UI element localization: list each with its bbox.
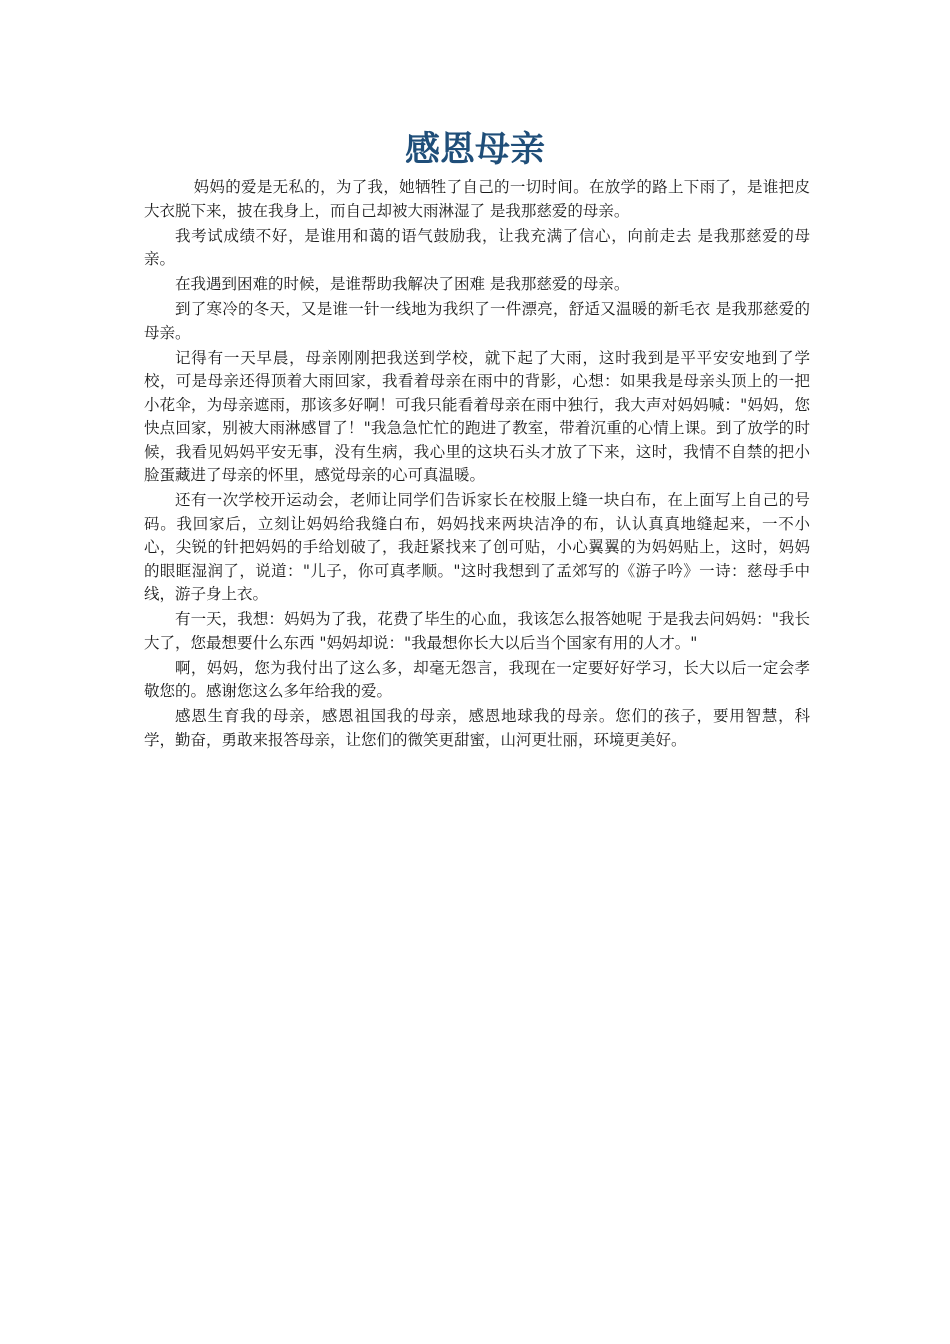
paragraph-2: 我考试成绩不好，是谁用和蔼的语气鼓励我，让我充满了信心，向前走去 是我那慈爱的母亲。 bbox=[144, 226, 810, 268]
paragraph-5: 记得有一天早晨，母亲刚刚把我送到学校，就下起了大雨，这时我到是平平安安地到了学校，可是母亲还得顶着大雨回家，我看着母亲在雨中的背影，心想：如果我是母亲头顶上的一把小花伞，为母亲遮雨，那该多好啊！可我只能看着母亲在雨中独行，我大声对妈妈喊："妈妈，您快点回家，别被大雨淋感冒了！"我急急忙忙的跑进了教室，带着沉重的心情上课。到了放学的时候，我看见妈妈平安无事，没有生病，我心里的这块石头才放了下来，这时，我情不自禁的把小脸蛋藏进了母亲的怀里，感觉母亲的心可真温暖。 bbox=[144, 348, 810, 484]
paragraph-3: 在我遇到困难的时候，是谁帮助我解决了困难 是我那慈爱的母亲。 bbox=[175, 275, 630, 293]
paragraph-6: 还有一次学校开运动会，老师让同学们告诉家长在校服上缝一块白布，在上面写上自己的号码。我回家后，立刻让妈妈给我缝白布，妈妈找来两块洁净的布，认认真真地缝起来，一不小心，尖锐的针把妈妈的手给划破了，我赶紧找来了创可贴，小心翼翼的为妈妈贴上，这时，妈妈的眼眶湿润了，说道："儿子，你可真孝顺。"这时我想到了孟郊写的《游子吟》一诗：慈母手中线，游子身上衣。 bbox=[144, 491, 810, 603]
document-body bbox=[144, 176, 810, 754]
paragraph-9: 感恩生育我的母亲，感恩祖国我的母亲，感恩地球我的母亲。您们的孩子，要用智慧，科学，勤奋，勇敢来报答母亲，让您们的微笑更甜蜜，山河更壮丽，环境更美好。 bbox=[144, 707, 810, 749]
paragraph-4: 到了寒冷的冬天，又是谁一针一线地为我织了一件漂亮，舒适又温暖的新毛衣 是我那慈爱的母亲。 bbox=[144, 300, 810, 342]
paragraph-8: 啊，妈妈，您为我付出了这么多，却毫无怨言，我现在一定要好好学习，长大以后一定会孝敬您的。感谢您这么多年给我的爱。 bbox=[144, 658, 810, 700]
document-title: 感恩母亲 bbox=[404, 130, 545, 170]
paragraph-7: 有一天，我想：妈妈为了我，花费了毕生的心血，我该怎么报答她呢 于是我去问妈妈："我长大了，您最想要什么东西 "妈妈却说："我最想你长大以后当个国家有用的人才。" bbox=[144, 610, 810, 652]
paragraph-1: 妈妈的爱是无私的，为了我，她牺牲了自己的一切时间。在放学的路上下雨了，是谁把皮大衣脱下来，披在我身上，而自己却被大雨淋湿了 是我那慈爱的母亲。 bbox=[144, 178, 810, 220]
